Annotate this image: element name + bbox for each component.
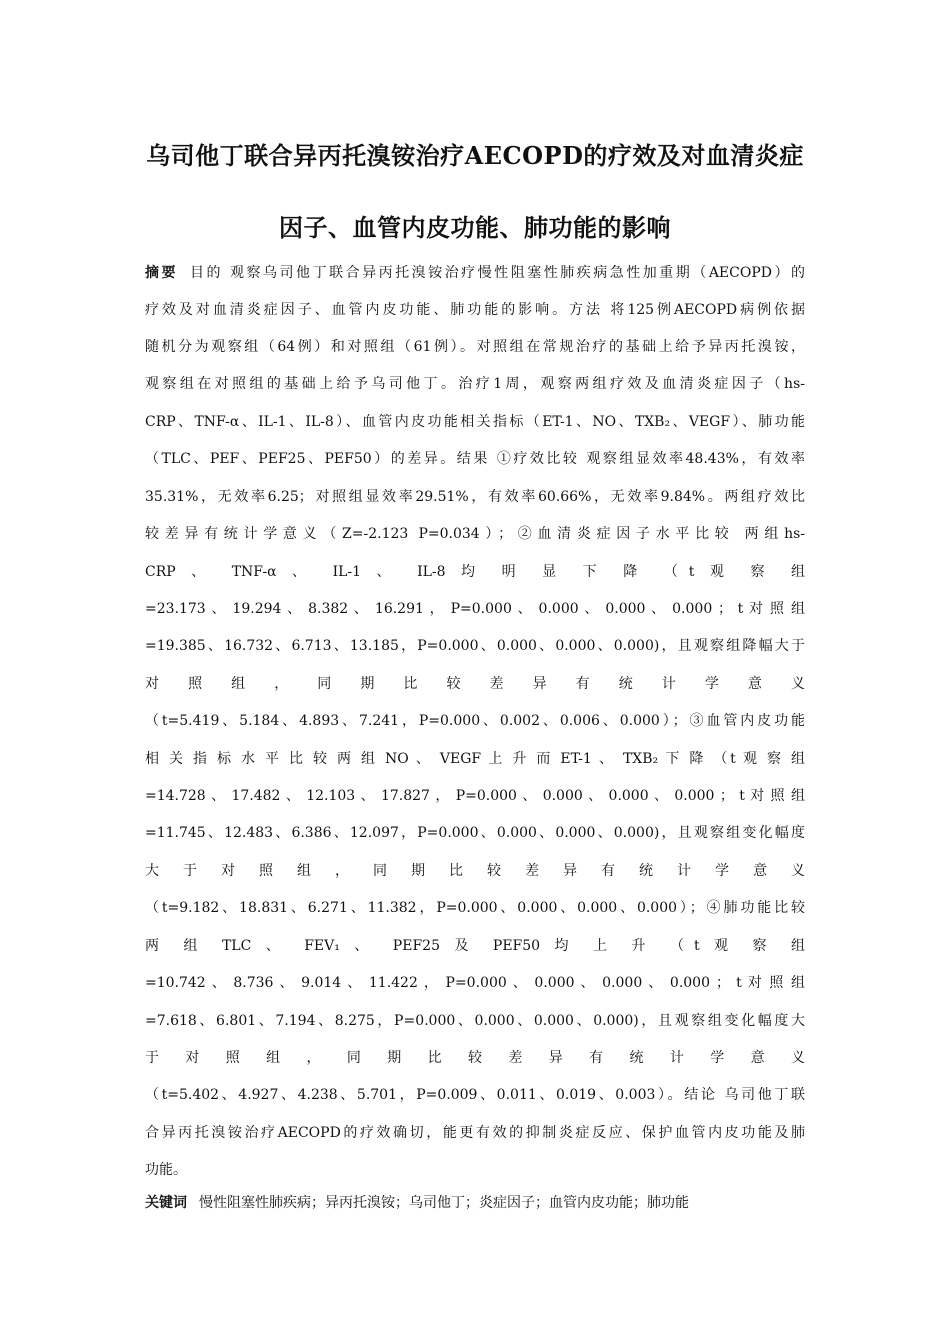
abstract-line-15: =14.728 、 17.482 、 12.103 、 17.827 ， P=0.000 、 0.000 、 0.000 、 0.000 ； t 对 照 组 bbox=[145, 788, 805, 804]
abstract-line-2: 疗效及对血清炎症因子、血管内皮功能、肺功能的影响。方法 将125例AECOPD病例依据 bbox=[145, 302, 805, 318]
abstract-line-14: 相 关 指 标 水 平 比 较 两 组 NO 、 VEGF 上 升 而 ET-1 、 TXB₂ 下 降 （t 观 察 组 bbox=[145, 751, 805, 767]
abstract-line-6: （TLC、PEF、PEF25、PEF50）的差异。结果 ①疗效比较 观察组显效率48.43%，有效率 bbox=[145, 451, 805, 467]
abstract-line-10: =23.173 、 19.294 、 8.382 、 16.291 ， P=0.000 、 0.000 、 0.000 、 0.000 ； t 对 照 组 bbox=[145, 601, 805, 617]
abstract-line-12: 对 照 组 ， 同 期 比 较 差 异 有 统 计 学 意 义 bbox=[145, 676, 805, 692]
abstract-line-19: 两 组 TLC 、 FEV₁ 、 PEF25 及 PEF50 均 上 升 （t 观 察 组 bbox=[145, 938, 805, 954]
abstract-line-24: 合异丙托溴铵治疗AECOPD的疗效确切，能更有效的抑制炎症反应、保护血管内皮功能及肺 bbox=[145, 1125, 805, 1141]
abstract-line-8: 较差异有统计学意义（Z=-2.123 P=0.034）；②血清炎症因子水平比较 两组hs- bbox=[145, 526, 805, 542]
abstract-line-1 bbox=[145, 262, 805, 284]
abstract-label: 摘要 bbox=[145, 265, 179, 281]
abstract-line-4: 观察组在对照组的基础上给予乌司他丁。治疗1周，观察两组疗效及血清炎症因子（hs- bbox=[145, 376, 805, 392]
abstract-line-18: （t=9.182、18.831、6.271、11.382，P=0.000、0.000、0.000、0.000）；④肺功能比较 bbox=[145, 900, 805, 916]
paper-title-line-2: 因子、血管内皮功能、肺功能的影响 bbox=[279, 213, 671, 242]
abstract-line-22: 于 对 照 组 ， 同 期 比 较 差 异 有 统 计 学 意 义 bbox=[145, 1050, 805, 1066]
abstract-line-5: CRP、TNF-α、IL-1、IL-8）、血管内皮功能相关指标（ET-1、NO、TXB₂、VEGF）、肺功能 bbox=[145, 414, 805, 430]
abstract-text: 目的 观察乌司他丁联合异丙托溴铵治疗慢性阻塞性肺疾病急性加重期（AECOPD）的 bbox=[190, 265, 805, 281]
abstract-line-3: 随机分为观察组（64例）和对照组（61例）。对照组在常规治疗的基础上给予异丙托溴铵， bbox=[145, 339, 805, 355]
abstract-line-13: （t=5.419、5.184、4.893、7.241，P=0.000、0.002、0.006、0.000）；③血管内皮功能 bbox=[145, 713, 805, 729]
abstract-line-21: =7.618、6.801、7.194、8.275，P=0.000、0.000、0.000、0.000)，且观察组变化幅度大 bbox=[145, 1013, 805, 1029]
abstract-line-17: 大 于 对 照 组 ， 同 期 比 较 差 异 有 统 计 学 意 义 bbox=[145, 863, 805, 879]
keywords-text: 慢性阻塞性肺疾病；异丙托溴铵；乌司他丁；炎症因子；血管内皮功能；肺功能 bbox=[199, 1195, 689, 1211]
keywords-line bbox=[145, 1192, 805, 1214]
abstract-line-20: =10.742 、 8.736 、 9.014 、 11.422 ， P=0.000 、 0.000 、 0.000 、 0.000 ； t 对 照 组 bbox=[145, 975, 805, 991]
abstract-line-23: （t=5.402、4.927、4.238、5.701，P=0.009、0.011、0.019、0.003）。结论 乌司他丁联 bbox=[145, 1087, 805, 1103]
abstract-line-9: CRP 、 TNF-α 、 IL-1 、 IL-8 均 明 显 下 降 （t 观 察 组 bbox=[145, 564, 805, 580]
abstract-line-16: =11.745、12.483、6.386、12.097，P=0.000、0.000、0.000、0.000)，且观察组变化幅度 bbox=[145, 825, 805, 841]
keywords-label: 关键词 bbox=[145, 1195, 187, 1211]
abstract-line-25: 功能。 bbox=[145, 1162, 187, 1178]
paper-title-line-1: 乌司他丁联合异丙托溴铵治疗AECOPD的疗效及对血清炎症 bbox=[146, 141, 804, 170]
abstract-line-7: 35.31%，无效率6.25；对照组显效率29.51%，有效率60.66%，无效率9.84%。两组疗效比 bbox=[145, 489, 805, 505]
abstract-line-11: =19.385、16.732、6.713、13.185，P=0.000、0.000、0.000、0.000)，且观察组降幅大于 bbox=[145, 638, 805, 654]
